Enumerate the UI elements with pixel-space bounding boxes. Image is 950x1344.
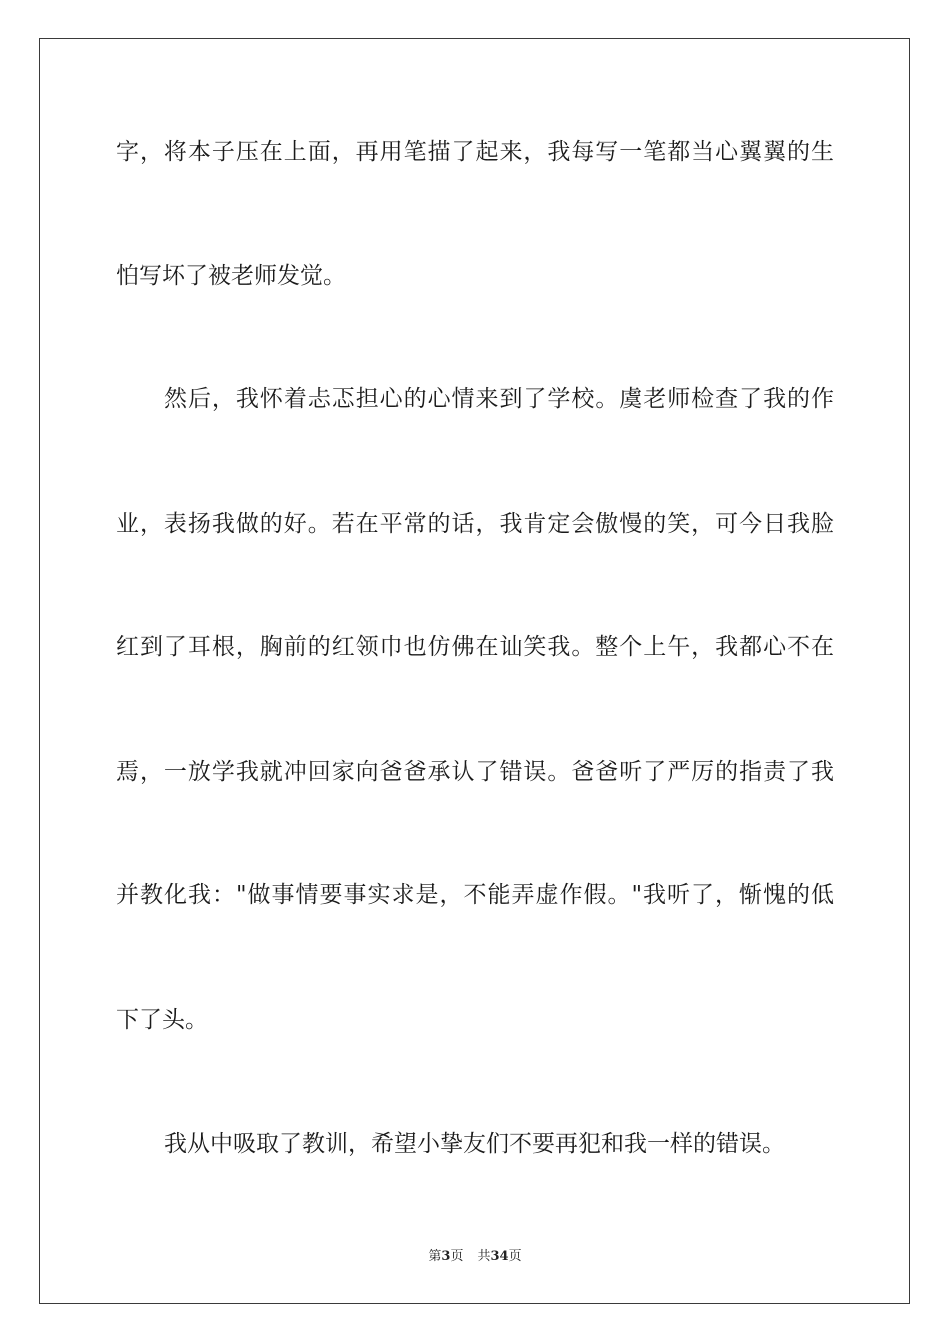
text-line-3: 然后，我怀着忐忑担心的心情来到了学校。虞老师检查了我的作 xyxy=(164,386,834,412)
page-number: 3 xyxy=(441,1249,451,1264)
text-line-1: 字，将本子压在上面，再用笔描了起来，我每写一笔都当心翼翼的生 xyxy=(116,139,834,165)
text-line-4: 业，表扬我做的好。若在平常的话，我肯定会傲慢的笑，可今日我脸 xyxy=(116,511,834,537)
total-prefix: 共 xyxy=(477,1249,491,1264)
text-line-9: 我从中吸取了教训，希望小挚友们不要再犯和我一样的错误。 xyxy=(164,1131,785,1157)
total-suffix: 页 xyxy=(508,1249,522,1264)
text-line-2: 怕写坏了被老师发觉。 xyxy=(116,263,346,289)
total-pages: 34 xyxy=(490,1249,509,1264)
text-line-8: 下了头。 xyxy=(116,1007,208,1033)
page-footer xyxy=(0,1248,950,1266)
text-line-7: 并教化我："做事情要事实求是，不能弄虚作假。"我听了，惭愧的低 xyxy=(116,882,834,908)
page-prefix: 第 xyxy=(428,1249,442,1264)
text-line-5: 红到了耳根，胸前的红领巾也仿佛在讪笑我。整个上午，我都心不在 xyxy=(116,634,834,660)
page-border xyxy=(39,38,910,1304)
page-suffix: 页 xyxy=(450,1249,464,1264)
text-line-6: 焉，一放学我就冲回家向爸爸承认了错误。爸爸听了严厉的指责了我 xyxy=(116,759,834,785)
